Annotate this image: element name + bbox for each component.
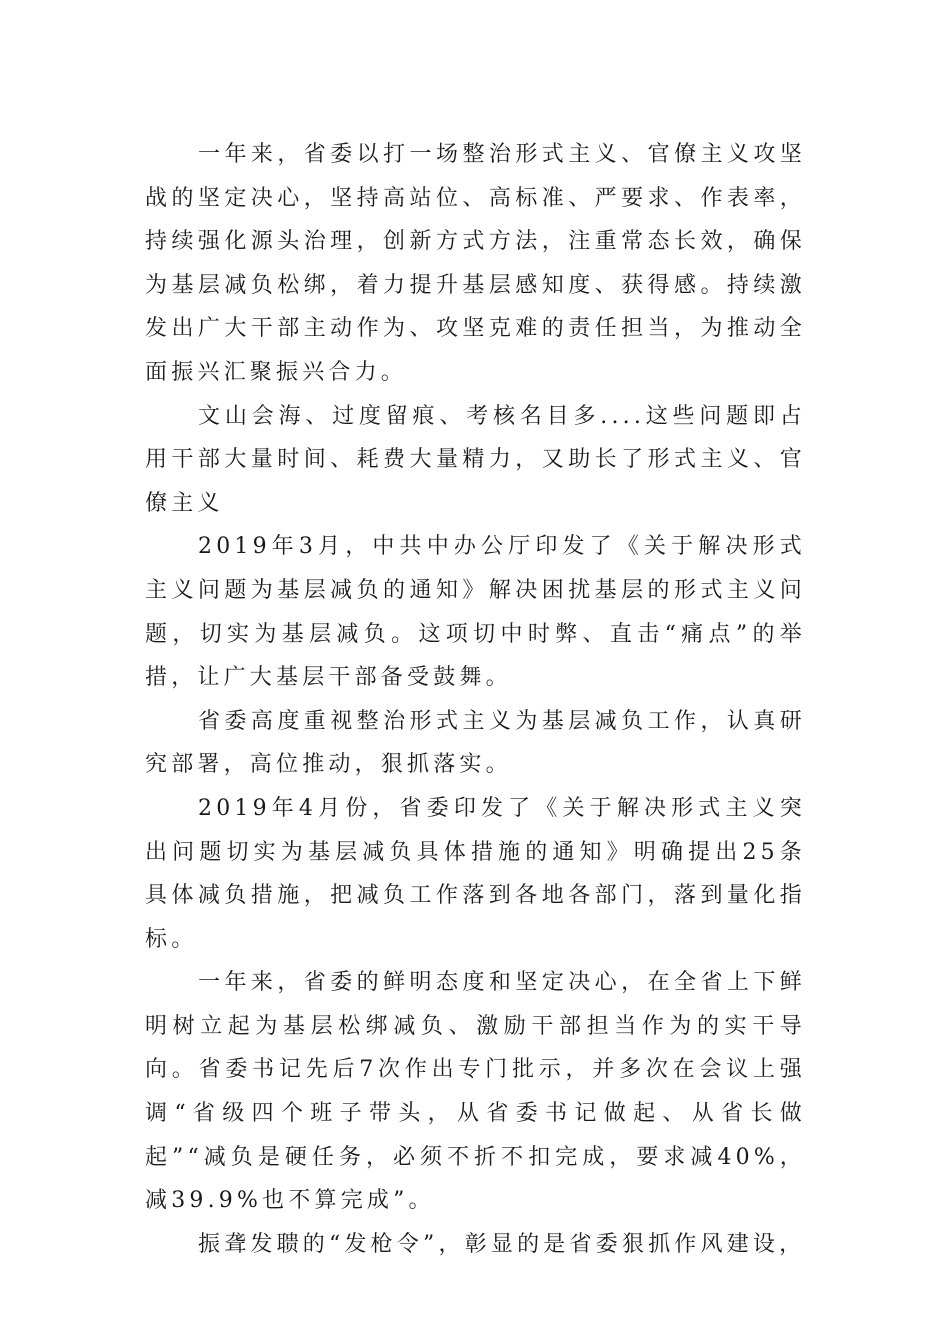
paragraph-7: 振聋发聩的“发枪令”，彰显的是省委狠抓作风建设， bbox=[198, 1231, 806, 1257]
paragraph-6: 一年来，省委的鲜明态度和坚定决心，在全省上下鲜明树立起为基层松绑减负、激励干部担当作为的实干导向。省委书记先后7次作出专门批示，并多次在会议上强调“省级四个班子带头，从省委书记做起、从省长做起”“减负是硬任务，必须不折不扣完成，要求减40%，减39.9%也不算完成”。 bbox=[145, 970, 806, 1214]
document-body bbox=[145, 133, 806, 1266]
paragraph-2: 文山会海、过度留痕、考核名目多....这些问题即占用干部大量时间、耗费大量精力，又助长了形式主义、官僚主义 bbox=[145, 403, 806, 516]
paragraph-3: 2019年3月，中共中办公厅印发了《关于解决形式主义问题为基层减负的通知》解决困扰基层的形式主义问题，切实为基层减负。这项切中时弊、直击“痛点”的举措，让广大基层干部备受鼓舞。 bbox=[145, 534, 806, 691]
paragraph-4: 省委高度重视整治形式主义为基层减负工作，认真研究部署，高位推动，狠抓落实。 bbox=[145, 708, 806, 778]
paragraph-1: 一年来，省委以打一场整治形式主义、官僚主义攻坚战的坚定决心，坚持高站位、高标准、严要求、作表率，持续强化源头治理，创新方式方法，注重常态长效，确保为基层减负松绑，着力提升基层感知度、获得感。持续激发出广大干部主动作为、攻坚克难的责任担当，为推动全面振兴汇聚振兴合力。 bbox=[145, 142, 806, 385]
paragraph-5: 2019年4月份，省委印发了《关于解决形式主义突出问题切实为基层减负具体措施的通知》明确提出25条具体减负措施，把减负工作落到各地各部门，落到量化指标。 bbox=[145, 795, 806, 952]
